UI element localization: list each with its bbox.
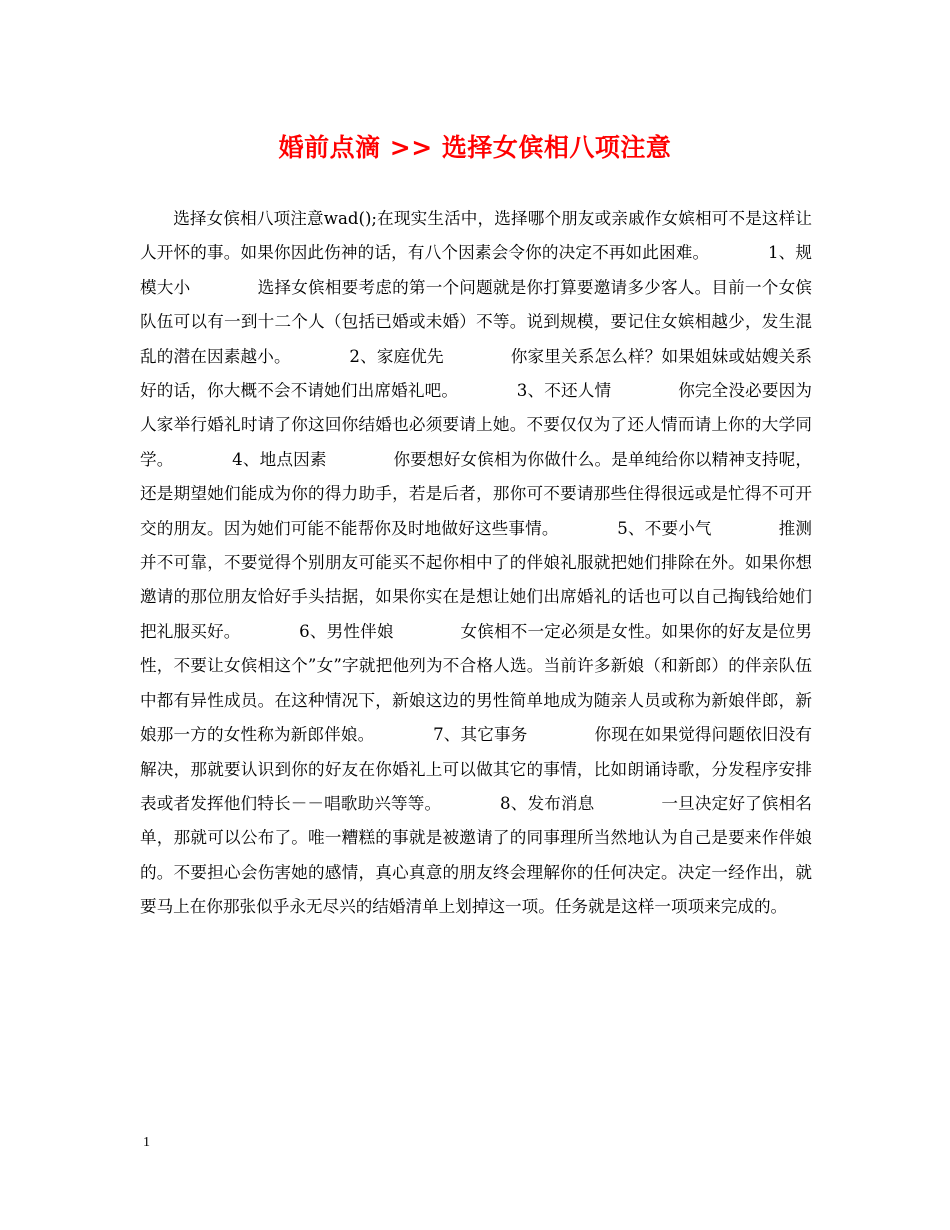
document-body-paragraph: 选择女傧相八项注意wad();在现实生活中，选择哪个朋友或亲戚作女嫔相可不是这样让人开怀的事。如果你因此伤神的话，有八个因素会令你的决定不再如此困难。 1、规模大小 选择女傧相要考虑的第一个问题就是你打算要邀请多少客人。目前一个女傧队伍可以有一到十二个人（包括已婚或未婚）不等。说到规模，要记住女嫔相越少，发生混乱的潜在因素越小。 2、家庭优先 你家里关系怎么样？如果姐妹或姑嫂关系好的话，你大概不会不请她们出席婚礼吧。 3、不还人情 你完全没必要因为人家举行婚礼时请了你这回你结婚也必须要请上她。不要仅仅为了还人情而请上你的大学同学。 4、地点因素 你要想好女傧相为你做什么。是单纯给你以精神支持呢，还是期望她们能成为你的得力助手，若是后者，那你可不要请那些住得很远或是忙得不可开交的朋友。因为她们可能不能帮你及时地做好这些事情。 5、不要小气 推测并不可靠，不要觉得个别朋友可能买不起你相中了的伴娘礼服就把她们排除在外。如果你想邀请的那位朋友恰好手头拮据，如果你实在是想让她们出席婚礼的话也可以自己掏钱给她们把礼服买好。 6、男性伴娘 女傧相不一定必须是女性。如果你的好友是位男性，不要让女傧相这个”女”字就把他列为不合格人选。当前许多新娘（和新郎）的伴亲队伍中都有异性成员。在这种情况下，新娘这边的男性简单地成为随亲人员或称为新娘伴郎，新娘那一方的女性称为新郎伴娘。 7、其它事务 你现在如果觉得问题依旧没有解决，那就要认识到你的好友在你婚礼上可以做其它的事情，比如朗诵诗歌，分发程序安排表或者发挥他们特长－－唱歌助兴等等。 8、发布消息 一旦决定好了傧相名单，那就可以公布了。唯一糟糕的事就是被邀请了的同事理所当然地认为自己是要来作伴娘的。不要担心会伤害她的感情，真心真意的朋友终会理解你的任何决定。决定一经作出，就要马上在你那张似乎永无尽兴的结婚清单上划掉这一项。任务就是这样一项项来完成的。	[140, 209, 812, 917]
page-number: 1	[143, 1135, 150, 1150]
document-title: 婚前点滴 >> 选择女傧相八项注意	[278, 133, 672, 162]
